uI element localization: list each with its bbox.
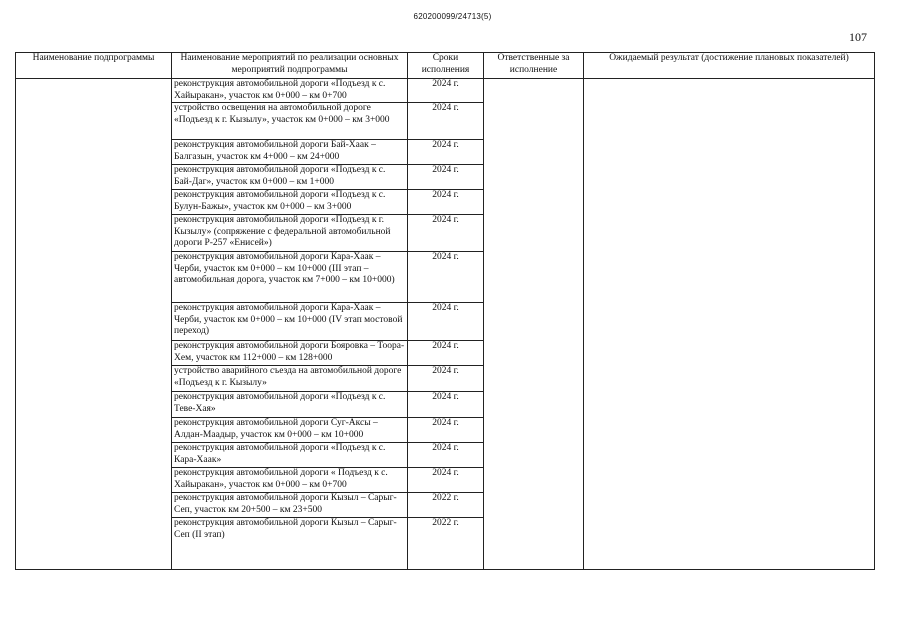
subprogram-cell (16, 79, 172, 570)
activity-cell: реконструкция автомобильной дороги Бояровка – Тоора-Хем, участок км 112+000 – км 128+000 (172, 341, 408, 366)
deadline-cell: 2024 г. (408, 140, 484, 165)
activity-cell: реконструкция автомобильной дороги «Подъезд к с. Хайыракан», участок км 0+000 – км 0+700 (172, 79, 408, 103)
deadline-cell: 2024 г. (408, 103, 484, 140)
activity-cell: реконструкция автомобильной дороги «Подъезд к г. Кызылу» (сопряжение с федеральной автомобильной дороги Р-257 «Енисей») (172, 215, 408, 252)
header-responsible: Ответственные за исполнение (484, 53, 584, 79)
activity-cell: реконструкция автомобильной дороги Кызыл – Сарыг-Сеп, участок км 20+500 – км 23+500 (172, 493, 408, 518)
header-result: Ожидаемый результат (достижение плановых показателей) (584, 53, 875, 79)
deadline-cell: 2024 г. (408, 215, 484, 252)
activity-cell: реконструкция автомобильной дороги Суг-Аксы – Алдан-Маадыр, участок км 0+000 – км 10+000 (172, 418, 408, 443)
activity-cell: устройство аварийного съезда на автомобильной дороге «Подъезд к г. Кызылу» (172, 366, 408, 392)
deadline-cell: 2024 г. (408, 341, 484, 366)
deadline-cell: 2024 г. (408, 392, 484, 418)
deadline-cell: 2024 г. (408, 303, 484, 341)
activity-cell: реконструкция автомобильной дороги «Подъезд к с. Теве-Хая» (172, 392, 408, 418)
deadline-cell: 2024 г. (408, 468, 484, 493)
page-number: 107 (849, 30, 867, 44)
deadline-cell: 2022 г. (408, 493, 484, 518)
activity-cell: реконструкция автомобильной дороги Кызыл – Сарыг-Сеп (II этап) (172, 518, 408, 570)
table-row (16, 79, 875, 103)
deadline-cell: 2024 г. (408, 165, 484, 190)
deadline-cell: 2022 г. (408, 518, 484, 570)
activity-cell: реконструкция автомобильной дороги «Подъезд к с. Бай-Даг», участок км 0+000 – км 1+000 (172, 165, 408, 190)
header-subprogram: Наименование подпрограммы (16, 53, 172, 79)
activity-cell: устройство освещения на автомобильной дороге «Подъезд к г. Кызылу», участок км 0+000 – км 3+000 (172, 103, 408, 140)
activity-cell: реконструкция автомобильной дороги «Подъезд к с. Кара-Хаак» (172, 443, 408, 468)
activity-cell: реконструкция автомобильной дороги Бай-Хаак – Балгазын, участок км 4+000 – км 24+000 (172, 140, 408, 165)
activity-cell: реконструкция автомобильной дороги « Подъезд к с. Хайыракан», участок км 0+000 – км 0+700 (172, 468, 408, 493)
activity-cell: реконструкция автомобильной дороги «Подъезд к с. Булун-Бажы», участок км 0+000 – км 3+000 (172, 190, 408, 215)
deadline-cell: 2024 г. (408, 443, 484, 468)
program-activities-table (15, 52, 875, 570)
deadline-cell: 2024 г. (408, 418, 484, 443)
deadline-cell: 2024 г. (408, 366, 484, 392)
table-header-row (16, 53, 875, 79)
responsible-cell (484, 79, 584, 570)
result-cell (584, 79, 875, 570)
activity-cell: реконструкция автомобильной дороги Кара-Хаак – Черби, участок км 0+000 – км 10+000 (IV этап мостовой переход) (172, 303, 408, 341)
document-id: 620200099/24713(5) (413, 12, 492, 21)
header-deadline: Сроки исполнения (408, 53, 484, 79)
deadline-cell: 2024 г. (408, 190, 484, 215)
deadline-cell: 2024 г. (408, 79, 484, 103)
header-activities: Наименование мероприятий по реализации основных мероприятий подпрограммы (172, 53, 408, 79)
activity-cell: реконструкция автомобильной дороги Кара-Хаак – Черби, участок км 0+000 – км 10+000 (III этап – автомобильная дорога, участок км 7+000 – км 10+000) (172, 252, 408, 303)
deadline-cell: 2024 г. (408, 252, 484, 303)
